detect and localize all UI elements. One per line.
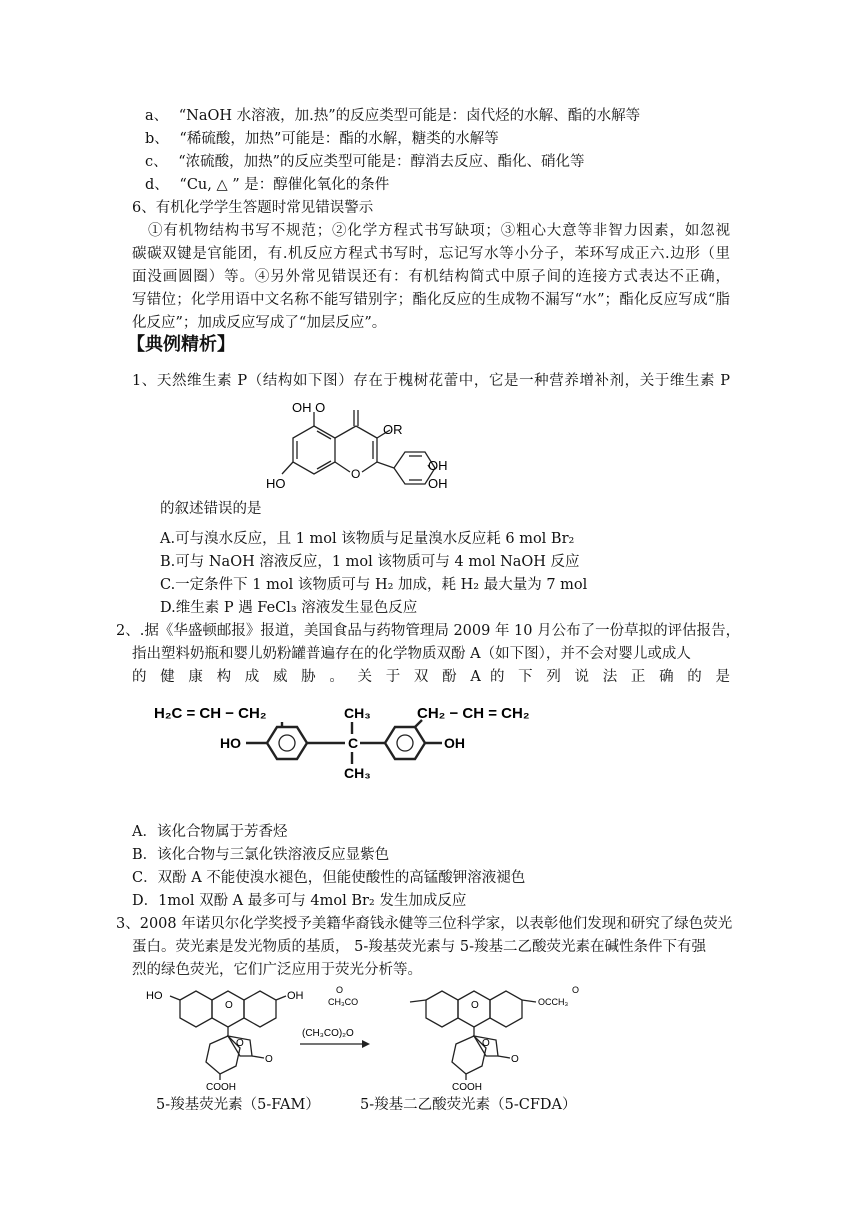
fam-structure (146, 990, 304, 1092)
q2-option-c: C．双酚 A 不能使溴水褪色，但能使酸性的高锰酸钾溶液褪色 (132, 870, 526, 886)
carbonyl-oxygen-label: O (265, 1054, 273, 1065)
ho-label: HO (266, 476, 286, 491)
ho-label: HO (146, 990, 163, 1002)
q2-line: 2、.据《华盛顿邮报》报道，美国食品与药物管理局 2009 年 10 月公布了一份草拟的评估报告， (116, 623, 741, 639)
q2-option-a: A．该化合物属于芳香烃 (132, 824, 288, 840)
cooh-label: COOH (452, 1082, 482, 1092)
condition-letter: b、 (145, 131, 169, 147)
caption-5-fam: 5-羧基荧光素（5-FAM） (156, 1097, 320, 1113)
q2-option-b: B．该化合物与三氯化铁溶液反应显紫色 (132, 847, 390, 863)
q3-line: 蛋白。荧光素是发光物质的基质， 5-羧基荧光素与 5-羧基二乙酸荧光素在碱性条件下有强 (132, 939, 706, 955)
condition-text: “稀硫酸，加热”可能是：酯的水解，糖类的水解等 (179, 131, 499, 147)
condition-text: “浓硫酸，加热”的反应类型可能是：醇消去反应、酯化、硝化等 (178, 154, 585, 170)
q1-option-c: C.一定条件下 1 mol 该物质可与 H₂ 加成，耗 H₂ 最大量为 7 mol (160, 577, 588, 593)
q2-option-d: D．1mol 双酚 A 最多可与 4mol Br₂ 发生加成反应 (132, 893, 467, 909)
q1-option-a: A.可与溴水反应，且 1 mol 该物质与足量溴水反应耗 6 mol Br₂ (160, 531, 575, 547)
section-6-line: 写错位；化学用语中文名称不能写错别字；酯化反应的生成物不漏写“水”；酯化反应写成“脂 (132, 292, 730, 308)
condition-letter: d、 (145, 177, 169, 193)
q1-option-b: B.可与 NaOH 溶液反应，1 mol 该物质可与 4 mol NaOH 反应 (160, 554, 580, 570)
condition-text: “NaOH 水溶液，加.热”的反应类型可能是：卤代烃的水解、酯的水解等 (178, 108, 641, 124)
oh-label: OH (444, 735, 465, 751)
xanthene-oxygen-label: O (225, 1000, 233, 1011)
or-label: OR (383, 422, 403, 437)
cfda-structure (328, 985, 579, 1092)
vitamin-p-structure (262, 396, 462, 500)
condition-b (145, 128, 499, 150)
q1-option-d: D.维生素 P 遇 FeCl₃ 溶液发生显色反应 (160, 600, 418, 616)
bisphenol-structure (152, 694, 582, 786)
condition-c (145, 151, 585, 173)
xanthene-oxygen-label: O (471, 1000, 479, 1011)
acetyl-oxygen-label: O (572, 985, 580, 995)
allyl-left-label: H₂C = CH − CH₂ (154, 705, 267, 722)
oh-label: OH (428, 458, 448, 473)
q3-line: 3、2008 年诺贝尔化学奖授予美籍华裔钱永健等三位科学家，以表彰他们发现和研究了绿色荧光 (116, 916, 733, 932)
condition-letter: a、 (145, 108, 169, 124)
acetoxy-left-label: CH₃CO (328, 997, 359, 1007)
lactone-oxygen-label: O (482, 1038, 490, 1049)
section-6-line: 面没画圆圈）等。④另外常见错误还有：有机结构简式中原子间的连接方式表达不正确， (132, 269, 730, 285)
condition-text: “Cu, △ ” 是：醇催化氧化的条件 (179, 177, 390, 193)
section-heading: 【典例精析】 (127, 334, 235, 355)
methyl-bottom-label: CH₃ (344, 765, 371, 781)
section-6-line: 碳碳双键是官能团，有.机反应方程式书写时，忘记写水等小分子，苯环写成正六.边形（里 (132, 246, 730, 262)
acetoxy-right-label: OCCH₃ (538, 997, 569, 1007)
q3-line: 烈的绿色荧光，它们广泛应用于荧光分析等。 (132, 962, 422, 978)
lactone-oxygen-label: O (236, 1038, 244, 1049)
oh-label: OH (428, 476, 448, 491)
cooh-label: COOH (206, 1082, 236, 1092)
reagent-label: (CH₃CO)₂O (302, 1028, 354, 1039)
section-6-line: 化反应”；加成反应写成了“加层反应”。 (132, 315, 387, 331)
condition-letter: c、 (145, 154, 168, 170)
methyl-top-label: CH₃ (344, 705, 371, 721)
fluorescein-reaction-scheme (140, 984, 630, 1092)
condition-a (145, 105, 640, 127)
q1-stem-end: 的叙述错误的是 (160, 501, 262, 517)
reaction-arrow (300, 1028, 370, 1048)
ring-oxygen-label: O (351, 467, 361, 481)
acetyl-oxygen-label: O (336, 985, 344, 995)
caption-5-cfda: 5-羧基二乙酸荧光素（5-CFDA） (360, 1097, 577, 1113)
q1-stem: 1、天然维生素 P（结构如下图）存在于槐树花蕾中，它是一种营养增补剂，关于维生素 P (132, 373, 730, 389)
allyl-right-label: CH₂ − CH = CH₂ (417, 705, 530, 722)
condition-d (145, 174, 389, 196)
ho-label: HO (220, 735, 241, 751)
quaternary-carbon-label: C (348, 735, 359, 751)
section-6-title: 6、有机化学学生答题时常见错误警示 (132, 200, 374, 216)
carbonyl-oxygen-label: O (511, 1054, 519, 1065)
oh-o-label: OH O (292, 400, 326, 415)
q2-line: 的 健 康 构 成 威 胁 。 关 于 双 酚 A 的 下 列 说 法 正 确 的 是 (132, 669, 730, 685)
q2-line: 指出塑料奶瓶和婴儿奶粉罐普遍存在的化学物质双酚 A（如下图），并不会对婴儿或成人 (132, 646, 691, 662)
section-6-line: ①有机物结构书写不规范；②化学方程式书写缺项；③粗心大意等非智力因素，如忽视 (148, 223, 730, 239)
oh-label: OH (287, 990, 304, 1002)
